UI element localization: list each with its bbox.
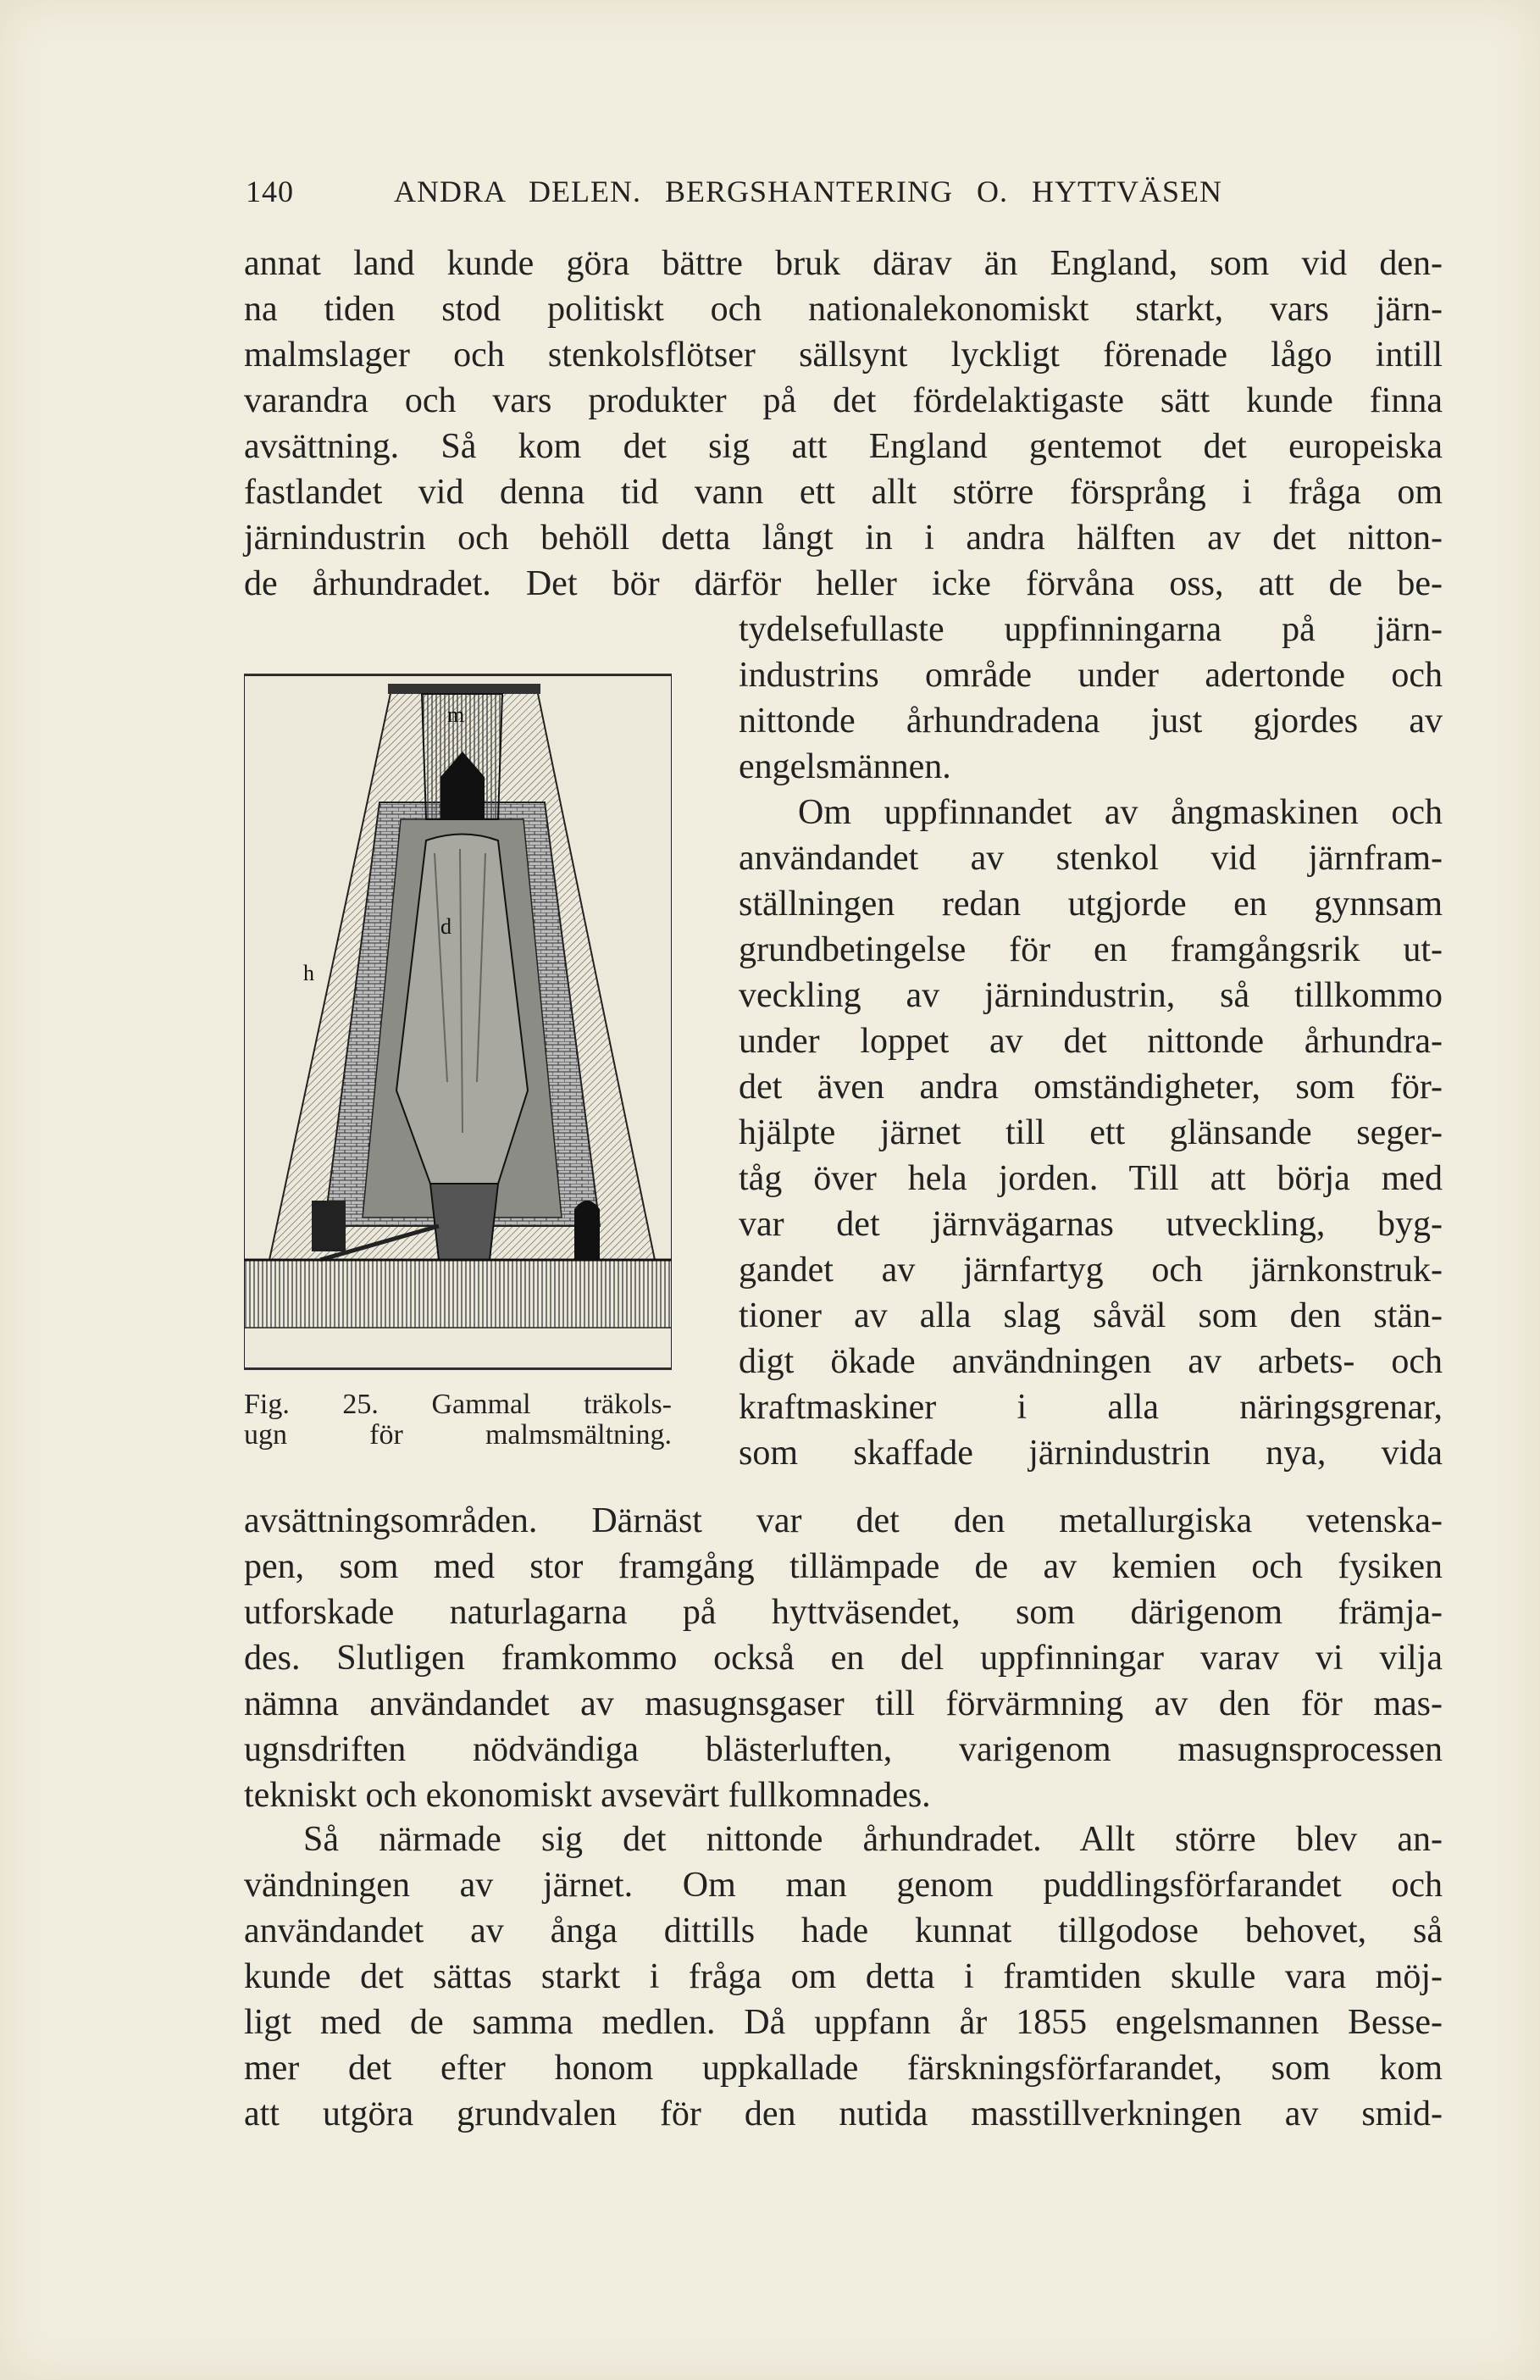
text-line: ligt med de samma medlen. Då uppfann år 1855 engelsmannen Besse- xyxy=(244,2003,1443,2042)
text-line: tydelsefullaste uppfinningarna på järn- xyxy=(739,610,1443,649)
paragraph-4 xyxy=(244,1817,1443,2137)
text-line: digt ökade användningen av arbets- och xyxy=(739,1342,1443,1381)
text-line: var det järnvägarnas utveckling, byg- xyxy=(739,1205,1443,1244)
text-line: nämna användandet av masugnsgaser till förvärmning av den för mas- xyxy=(244,1684,1443,1723)
text-line: hjälpte järnet till ett glänsande seger- xyxy=(739,1113,1443,1152)
text-line: ställningen redan utgjorde en gynnsam xyxy=(739,885,1443,924)
text-line: användandet av ånga dittills hade kunnat tillgodose behovet, så xyxy=(244,1911,1443,1950)
text-line: de århundradet. Det bör därför heller icke förvåna oss, att de be- xyxy=(244,564,1443,603)
page-header xyxy=(246,174,1440,213)
text-line: användandet av stenkol vid järnfram- xyxy=(739,839,1443,878)
text-line: industrins område under adertonde och xyxy=(739,656,1443,695)
text-line: ugnsdriften nödvändiga blästerluften, varigenom masugnsprocessen xyxy=(244,1730,1443,1769)
caption-line: ugn för malmsmältning. xyxy=(244,1419,672,1451)
text-line: na tiden stod politiskt och nationalekonomiskt starkt, vars järn- xyxy=(244,290,1443,329)
text-line: Om uppfinnandet av ångmaskinen och xyxy=(798,793,1443,832)
text-line: mer det efter honom uppkallade färskningsförfarandet, som kom xyxy=(244,2049,1443,2088)
text-line: tekniskt och ekonomiskt avsevärt fullkomnades. xyxy=(244,1776,931,1815)
text-line: fastlandet vid denna tid vann ett allt större försprång i fråga om xyxy=(244,473,1443,512)
caption-line: Fig. 25. Gammal träkols- xyxy=(244,1389,672,1420)
text-line: utforskade naturlagarna på hyttväsendet, som därigenom främja- xyxy=(244,1593,1443,1632)
text-line: tioner av alla slag såväl som den stän- xyxy=(739,1296,1443,1335)
text-line: kunde det sättas starkt i fråga om detta i framtiden skulle vara möj- xyxy=(244,1957,1443,1996)
text-line: Så närmade sig det nittonde århundradet. Allt större blev an- xyxy=(303,1820,1443,1859)
text-line: det även andra omständigheter, som för- xyxy=(739,1068,1443,1107)
text-line: grundbetingelse för en framgångsrik ut- xyxy=(739,930,1443,969)
text-line: varandra och vars produkter på det fördelaktigaste sätt kunde finna xyxy=(244,381,1443,420)
text-line: avsättning. Så kom det sig att England gentemot det europeiska xyxy=(244,427,1443,466)
text-line: veckling av järnindustrin, så tillkommo xyxy=(739,976,1443,1015)
text-line: järnindustrin och behöll detta långt in i andra hälften av det nitton- xyxy=(244,519,1443,558)
text-line: kraftmaskiner i alla näringsgrenar, xyxy=(739,1388,1443,1427)
text-line: engelsmännen. xyxy=(739,747,951,786)
page-number: 140 xyxy=(246,175,294,208)
text-line: avsättningsområden. Därnäst var det den metallurgiska vetenska- xyxy=(244,1501,1443,1540)
text-line: tåg över hela jorden. Till att börja med xyxy=(739,1159,1443,1198)
text-line: som skaffade järnindustrin nya, vida xyxy=(739,1434,1443,1473)
figure-label-h: h xyxy=(303,961,314,985)
figure-label-m: m xyxy=(447,702,465,727)
paragraph-3 xyxy=(244,1498,1443,1818)
text-line: annat land kunde göra bättre bruk därav än England, som vid den- xyxy=(244,244,1443,283)
furnace-illustration xyxy=(244,675,672,1368)
figure-caption xyxy=(244,1390,672,1451)
text-line: malmslager och stenkolsflötser sällsynt lyckligt förenade lågo intill xyxy=(244,336,1443,374)
text-line: under loppet av det nittonde århundra- xyxy=(739,1022,1443,1061)
text-line: nittonde århundradena just gjordes av xyxy=(739,702,1443,741)
text-line: des. Slutligen framkommo också en del uppfinningar varav vi vilja xyxy=(244,1639,1443,1678)
running-head: ANDRA DELEN. BERGSHANTERING O. HYTTVÄSEN xyxy=(394,175,1222,208)
text-line: att utgöra grundvalen för den nutida masstillverkningen av smid- xyxy=(244,2094,1443,2133)
figure-furnace xyxy=(244,674,672,1370)
text-line: pen, som med stor framgång tillämpade de av kemien och fysiken xyxy=(244,1547,1443,1586)
text-line: vändningen av järnet. Om man genom puddlingsförfarandet och xyxy=(244,1866,1443,1905)
figure-label-d: d xyxy=(440,914,451,939)
text-line: gandet av järnfartyg och järnkonstruk- xyxy=(739,1251,1443,1290)
paragraph-1 xyxy=(244,241,1443,607)
paragraph-wrap-column xyxy=(739,607,1443,1476)
